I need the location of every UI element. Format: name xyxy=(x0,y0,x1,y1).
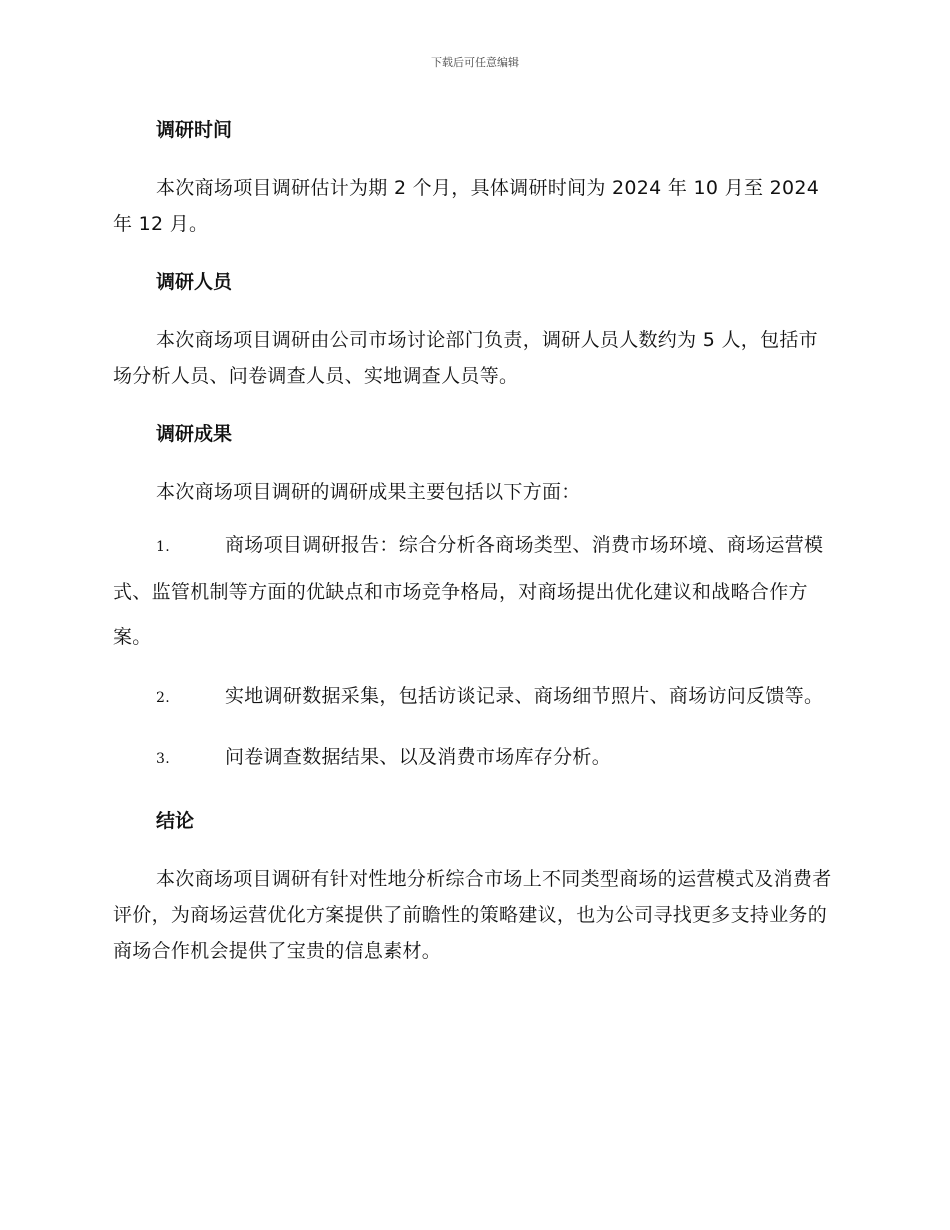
list-number: 1. xyxy=(156,539,170,555)
section-paragraph: 本次商场项目调研估计为期 2 个月，具体调研时间为 2024 年 10 月至 2024 年 12 月。 xyxy=(113,177,820,235)
list-number: 2. xyxy=(156,690,170,706)
section-paragraph: 本次商场项目调研有针对性地分析综合市场上不同类型商场的运营模式及消费者评价，为商场运营优化方案提供了前瞻性的策略建议，也为公司寻找更多支持业务的商场合作机会提供了宝贵的信息素材。 xyxy=(113,868,832,962)
section-heading: 调研人员 xyxy=(156,271,233,293)
list-number: 3. xyxy=(156,751,170,767)
results-list xyxy=(113,523,835,782)
header-note: 下载后可任意编辑 xyxy=(431,56,519,69)
list-item xyxy=(113,523,835,660)
section-research-time xyxy=(113,112,835,242)
list-item xyxy=(113,735,835,782)
list-item xyxy=(113,674,835,721)
section-heading: 调研成果 xyxy=(156,423,233,445)
list-text: 问卷调查数据结果、以及消费市场库存分析。 xyxy=(225,746,612,768)
section-paragraph: 本次商场项目调研的调研成果主要包括以下方面： xyxy=(156,481,581,503)
section-research-results xyxy=(113,416,835,782)
section-conclusion xyxy=(113,803,835,969)
list-text: 商场项目调研报告：综合分析各商场类型、消费市场环境、商场运营模式、监管机制等方面的优缺点和市场竞争格局，对商场提出优化建议和战略合作方案。 xyxy=(113,534,824,648)
document-body xyxy=(113,112,835,969)
section-heading: 结论 xyxy=(156,810,195,832)
section-heading: 调研时间 xyxy=(156,119,233,141)
section-research-staff xyxy=(113,264,835,394)
section-paragraph: 本次商场项目调研由公司市场讨论部门负责，调研人员人数约为 5 人，包括市场分析人员、问卷调查人员、实地调查人员等。 xyxy=(113,329,818,387)
list-text: 实地调研数据采集，包括访谈记录、商场细节照片、商场访问反馈等。 xyxy=(225,685,824,707)
